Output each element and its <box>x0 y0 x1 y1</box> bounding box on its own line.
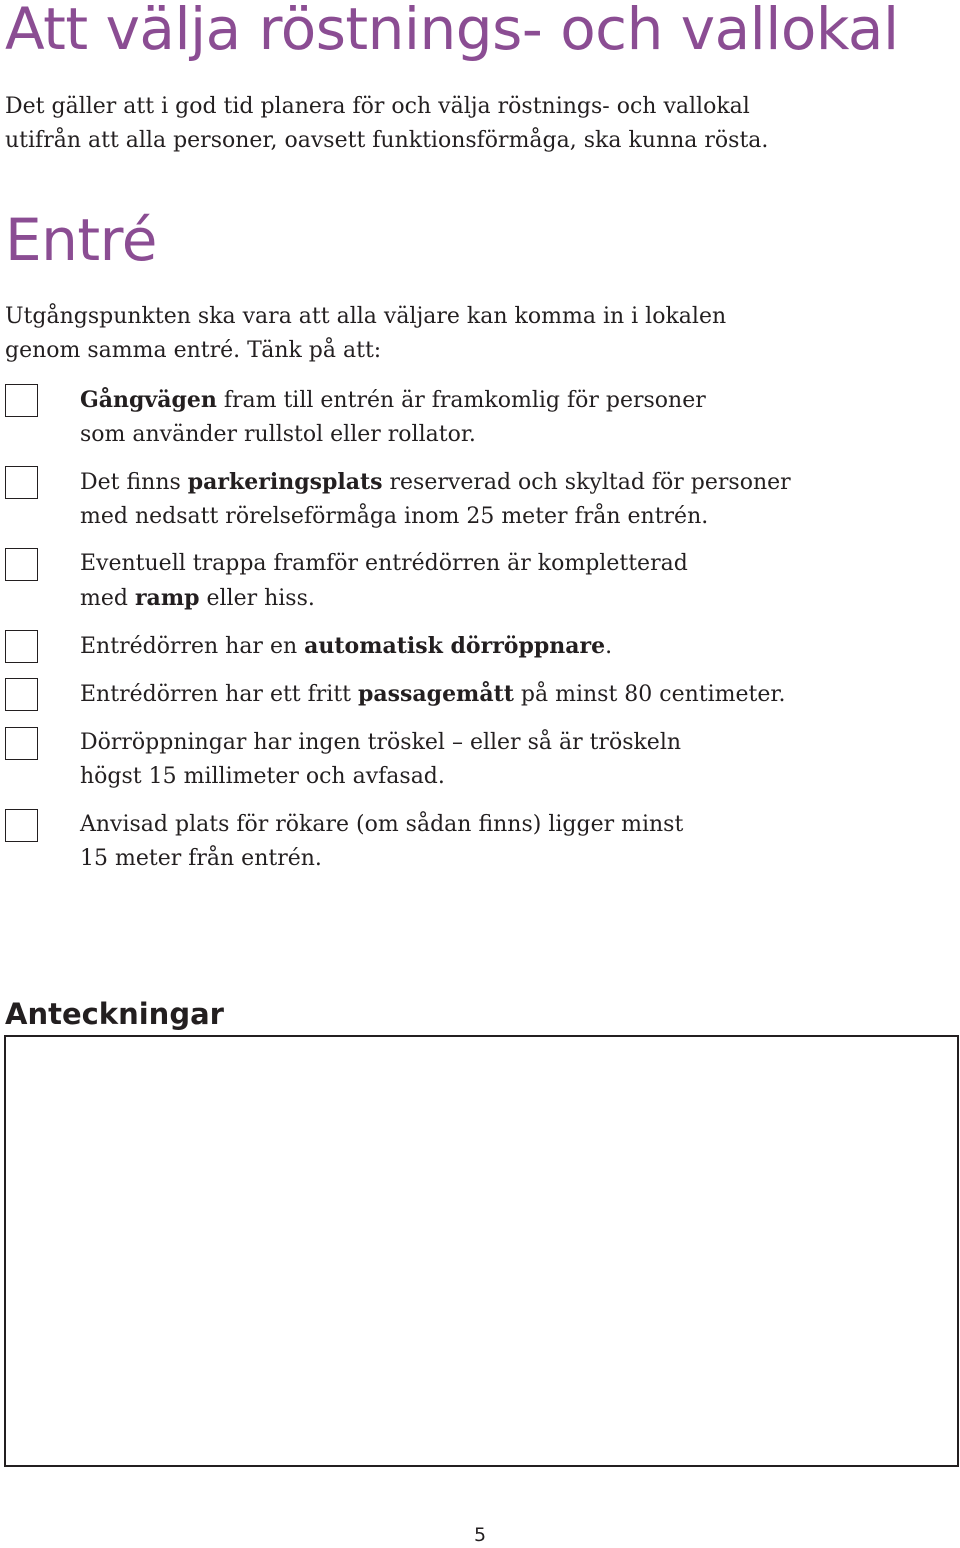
text-segment: Entrédörren har ett fritt <box>80 682 359 707</box>
text-segment: fram till entrén är framkomlig för personer <box>216 388 706 413</box>
text-segment: eller hiss. <box>199 586 315 611</box>
checkbox[interactable] <box>5 466 38 499</box>
checklist-item-line <box>80 383 940 418</box>
checklist-item-line <box>80 629 940 664</box>
emphasized-text: parkeringsplats <box>187 469 383 495</box>
notes-heading: Anteckningar <box>5 997 224 1031</box>
text-segment: Anvisad plats för rökare (om sådan finns) ligger minst <box>80 812 684 837</box>
checklist-item-line <box>80 465 940 500</box>
page-title: Att välja röstnings- och vallokal <box>5 0 899 63</box>
emphasized-text: Gångvägen <box>80 387 217 413</box>
checkbox[interactable] <box>5 548 38 581</box>
checklist-item-text <box>80 677 940 712</box>
text-segment: högst 15 millimeter och avfasad. <box>80 764 445 789</box>
notes-box[interactable] <box>4 1035 959 1467</box>
checklist-item-line <box>80 581 940 616</box>
page-number: 5 <box>473 1524 487 1546</box>
emphasized-text: ramp <box>134 585 200 611</box>
text-segment: Eventuell trappa framför entrédörren är kompletterad <box>80 551 688 576</box>
checklist-item-text <box>80 547 940 616</box>
text-segment: Det finns <box>80 470 188 495</box>
checklist-item-text <box>80 808 940 876</box>
emphasized-text: automatisk dörröppnare <box>304 633 606 659</box>
checkbox[interactable] <box>5 727 38 760</box>
intro-paragraph <box>5 90 945 158</box>
checklist-item-text <box>80 465 940 534</box>
text-segment: Dörröppningar har ingen tröskel – eller så är tröskeln <box>80 730 682 755</box>
section-intro-line-1: Utgångspunkten ska vara att alla väljare kan komma in i lokalen <box>5 304 727 329</box>
checklist-item-line <box>80 500 940 534</box>
section-intro-line-2: genom samma entré. Tänk på att: <box>5 338 382 363</box>
intro-line-1: Det gäller att i god tid planera för och välja röstnings- och vallokal <box>5 94 750 119</box>
checkbox[interactable] <box>5 384 38 417</box>
checklist-item-line <box>80 677 940 712</box>
checklist-item-line <box>80 808 940 842</box>
checklist-item-text <box>80 383 940 452</box>
text-segment: 15 meter från entrén. <box>80 846 322 871</box>
checklist-item-line <box>80 418 940 452</box>
checkbox[interactable] <box>5 809 38 842</box>
intro-line-2: utifrån att alla personer, oavsett funktionsförmåga, ska kunna rösta. <box>5 128 769 153</box>
checklist-item-text <box>80 726 940 794</box>
checkbox[interactable] <box>5 678 38 711</box>
section-title-entre: Entré <box>5 206 157 274</box>
text-segment: med nedsatt rörelseförmåga inom 25 meter från entrén. <box>80 504 709 529</box>
checkbox[interactable] <box>5 630 38 663</box>
text-segment: . <box>605 634 613 659</box>
text-segment: med <box>80 586 135 611</box>
checklist-item-line <box>80 760 940 794</box>
section-intro-paragraph <box>5 300 945 368</box>
checklist-item-line <box>80 547 940 581</box>
checklist-item-text <box>80 629 940 664</box>
checklist-item-line <box>80 842 940 876</box>
text-segment: Entrédörren har en <box>80 634 305 659</box>
checklist-item-line <box>80 726 940 760</box>
emphasized-text: passagemått <box>358 681 514 707</box>
text-segment: som använder rullstol eller rollator. <box>80 422 476 447</box>
text-segment: på minst 80 centimeter. <box>513 682 786 707</box>
text-segment: reserverad och skyltad för personer <box>382 470 791 495</box>
